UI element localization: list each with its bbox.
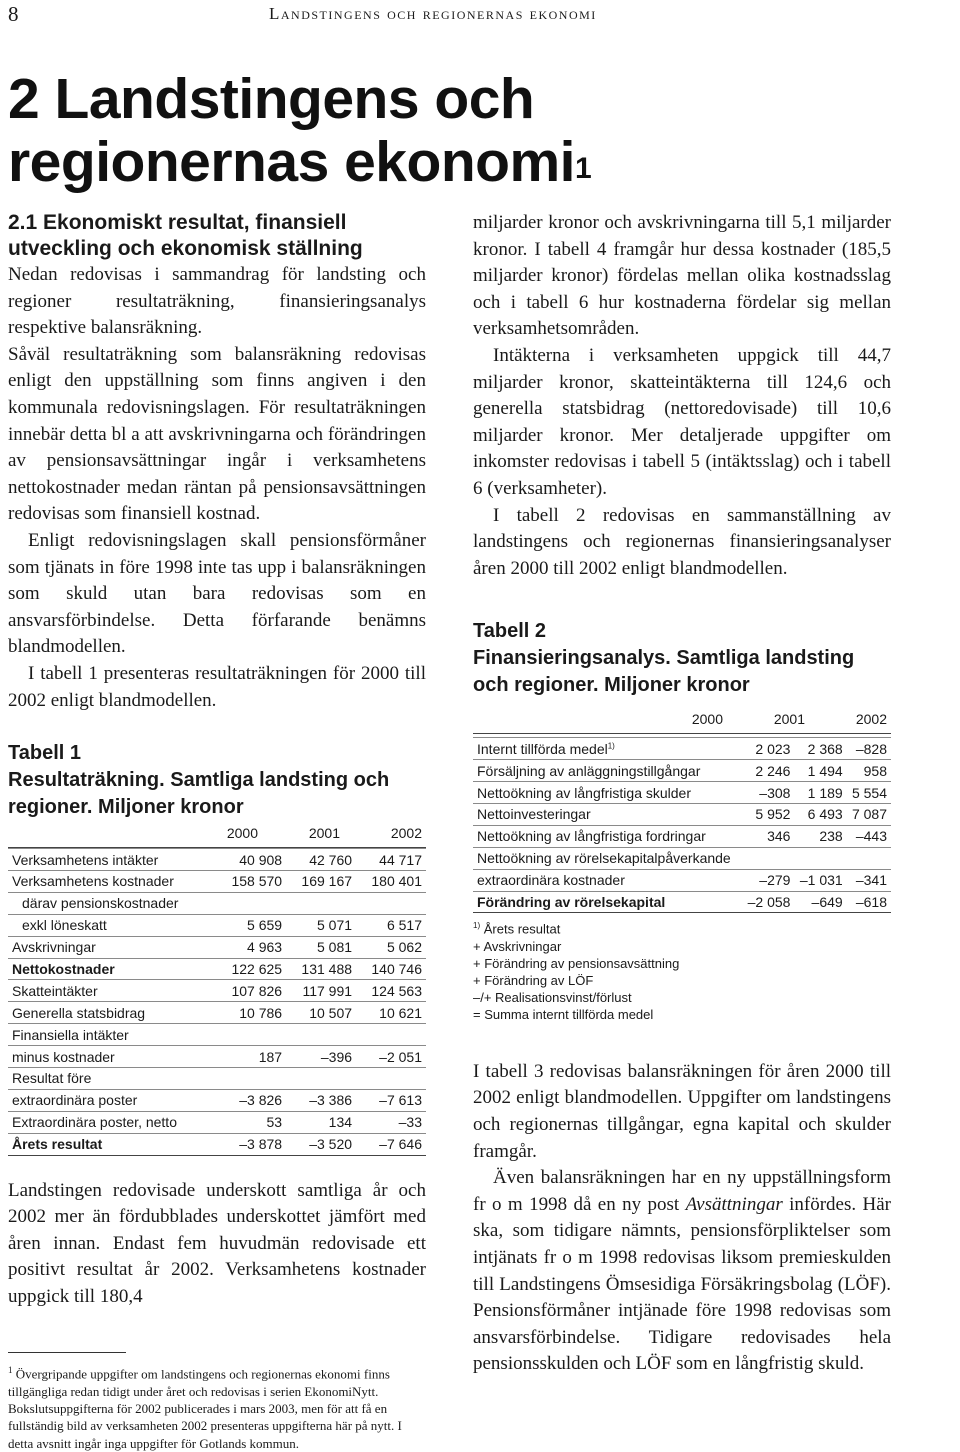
cell: 6 517 xyxy=(356,914,426,936)
row-label: Avskrivningar xyxy=(8,936,216,958)
legend-line: + Förändring av pensionsavsättning xyxy=(473,955,680,971)
table1 xyxy=(8,848,426,1155)
paragraph: Landstingen redovisade underskott samtliga år och 2002 mer än fördubblades underskottet jämfört med åren innan. Endast fem huvudmän redovisade ett positivt resultat år 2002. Verksamhetens kostnader uppgick till 180,4 xyxy=(8,1179,426,1307)
cell: 5 071 xyxy=(286,914,356,936)
footnote xyxy=(8,1362,428,1452)
cell: 5 062 xyxy=(356,936,426,958)
cell: 2 368 xyxy=(794,738,846,760)
paragraph: Enligt redovisningslagen skall pensionsförmåner som tjänats in före 1998 inte tas upp i balansräkningen som skuld utan bara redovisas som en ansvarsförbindelse. Detta förfarande benämns blandmodellen. xyxy=(8,529,426,658)
cell: 958 xyxy=(847,760,891,782)
cell: –649 xyxy=(794,891,846,913)
chapter-title xyxy=(8,68,591,194)
table-row xyxy=(8,914,426,936)
cell: 2 023 xyxy=(742,738,794,760)
cell: 180 401 xyxy=(356,870,426,892)
cell xyxy=(286,892,356,914)
cell xyxy=(216,1024,286,1046)
footnote-rule xyxy=(8,1352,126,1353)
left-column xyxy=(8,210,426,1311)
cell: 40 908 xyxy=(216,849,286,871)
table-row xyxy=(8,892,426,914)
page-number: 8 xyxy=(8,2,19,26)
table1-title: Resultaträkning. Samtliga landsting och regioner. Miljoner kronor xyxy=(8,769,390,819)
cell: –3 386 xyxy=(286,1089,356,1111)
row-label xyxy=(473,738,742,760)
footnote-mark: 1 xyxy=(8,1365,13,1375)
cell: 140 746 xyxy=(356,958,426,980)
cell xyxy=(356,1068,426,1090)
year-label: 2000 xyxy=(226,825,258,842)
cell: 5 081 xyxy=(286,936,356,958)
cell: 5 659 xyxy=(216,914,286,936)
cell: 10 786 xyxy=(216,1002,286,1024)
cell xyxy=(356,1024,426,1046)
table1-year-header xyxy=(8,821,426,848)
cell: 124 563 xyxy=(356,980,426,1002)
table-row xyxy=(8,1068,426,1090)
cell: 238 xyxy=(794,825,846,847)
cell: 1 494 xyxy=(794,760,846,782)
paragraph: Nedan redovisas i sammandrag för landsting och regioner resultaträkning, finansieringsanalys respektive balansräkning. xyxy=(8,264,426,339)
row-label: Nettoökning av rörelsekapitalpåverkande xyxy=(473,847,742,869)
year-label: 2001 xyxy=(773,711,805,728)
legend-line: Årets resultat xyxy=(483,921,561,937)
cell: 10 621 xyxy=(356,1002,426,1024)
footnote-ref: 1) xyxy=(473,921,481,931)
table-row xyxy=(473,803,891,825)
running-header: Landstingens och regionernas ekonomi xyxy=(269,4,597,23)
year-label: 2002 xyxy=(390,825,422,842)
cell: 1 189 xyxy=(794,782,846,804)
cell: –3 520 xyxy=(286,1133,356,1155)
row-label: Skatteintäkter xyxy=(8,980,216,1002)
table-row xyxy=(8,1024,426,1046)
cell: 5 554 xyxy=(847,782,891,804)
cell: –308 xyxy=(742,782,794,804)
cell: –7 646 xyxy=(356,1133,426,1155)
paragraph: miljarder kronor och avskrivningarna till 5,1 miljarder kronor. I tabell 4 framgår hur dessa kostnader (185,5 miljarder kronor) fördelas mellan olika kostnadsslag och i tabell 6 hur kostnaderna fördelar sig mellan verksamhetsområden. xyxy=(473,212,891,340)
cell: 7 087 xyxy=(847,803,891,825)
paragraph: I tabell 3 redovisas balansräkningen för åren 2000 till 2002 enligt blandmodellen. Uppgifter om landstingens och regionernas tillgångar, egna kapital och skulder framgår. xyxy=(473,1060,891,1162)
legend-line: + Förändring av LÖF xyxy=(473,972,594,988)
table2-legend xyxy=(473,917,891,1022)
table-row xyxy=(473,825,891,847)
cell: –618 xyxy=(847,891,891,913)
table-row xyxy=(8,1111,426,1133)
chapter-title-line2: regionernas ekonomi xyxy=(8,130,575,194)
year-label: 2000 xyxy=(691,711,723,728)
cell: 107 826 xyxy=(216,980,286,1002)
row-label: extraordinära kostnader xyxy=(473,869,742,891)
chapter-title-line1: 2 Landstingens och xyxy=(8,67,535,131)
row-label: Extraordinära poster, netto xyxy=(8,1111,216,1133)
table-row xyxy=(473,782,891,804)
cell: –7 613 xyxy=(356,1089,426,1111)
cell: –3 878 xyxy=(216,1133,286,1155)
table-row xyxy=(473,760,891,782)
cell xyxy=(216,1068,286,1090)
paragraph: I tabell 1 presenteras resultaträkningen för 2000 till 2002 enligt blandmodellen. xyxy=(8,662,426,711)
legend-line: = Summa internt tillförda medel xyxy=(473,1006,654,1022)
chapter-title-footnote-mark: 1 xyxy=(575,152,592,185)
cell: 117 991 xyxy=(286,980,356,1002)
year-label: 2001 xyxy=(308,825,340,842)
table-row xyxy=(473,847,891,869)
cell: 42 760 xyxy=(286,849,356,871)
row-label: Årets resultat xyxy=(8,1133,216,1155)
table1-label: Tabell 1 xyxy=(8,742,81,765)
table-row xyxy=(8,936,426,958)
row-label: Verksamhetens kostnader xyxy=(8,870,216,892)
table-row-total xyxy=(8,1133,426,1155)
row-label: Förändring av rörelsekapital xyxy=(473,891,742,913)
table-row xyxy=(473,738,891,760)
cell xyxy=(794,847,846,869)
cell xyxy=(216,892,286,914)
table-row xyxy=(8,980,426,1002)
row-label: Finansiella intäkter xyxy=(8,1024,216,1046)
row-label: Generella statsbidrag xyxy=(8,1002,216,1024)
cell: –443 xyxy=(847,825,891,847)
cell: 53 xyxy=(216,1111,286,1133)
row-label: därav pensionskostnader xyxy=(8,892,216,914)
cell: 44 717 xyxy=(356,849,426,871)
row-label: Nettoinvesteringar xyxy=(473,803,742,825)
table-row xyxy=(8,1089,426,1111)
cell: 5 952 xyxy=(742,803,794,825)
cell: 134 xyxy=(286,1111,356,1133)
cell: –2 051 xyxy=(356,1046,426,1068)
table-row-total xyxy=(473,891,891,913)
table-row xyxy=(8,1002,426,1024)
row-label: Nettokostnader xyxy=(8,958,216,980)
footnote-text: Övergripande uppgifter om landstingens och regionernas ekonomi finns tillgängliga redan tidigt under året och redovisas i serien EkonomiNytt. Bokslutsuppgifterna för 2002 publicerades i mars 2003, men för att få en fullständig bild av verksamheten 2002 presenteras uppgifterna här på nytt. I detta avsnitt ingår inga uppgifter för Gotlands kommun. xyxy=(8,1366,402,1451)
cell: –1 031 xyxy=(794,869,846,891)
cell: –279 xyxy=(742,869,794,891)
cell xyxy=(286,1024,356,1046)
year-label: 2002 xyxy=(855,711,887,728)
paragraph xyxy=(473,1165,891,1378)
legend-line: –/+ Realisationsvinst/förlust xyxy=(473,989,632,1005)
cell: 346 xyxy=(742,825,794,847)
paragraph-text: infördes. Här ska, som tidigare nämnts, pensionsförpliktelser som intjänats fr o m 1998 redovisas liksom premieskulden till Landstingens Ömsesidiga Försäkringsbolag (LÖF). Pensionsförmåner intjänade före 1998 redovisas som ansvarsförbindelse. Tidigare redovisades hela pensionsskulden och LÖF som en långfristig skuld. xyxy=(473,1193,891,1375)
section-heading: 2.1 Ekonomiskt resultat, finansiell utveckling och ekonomisk ställning xyxy=(8,211,363,260)
table-row xyxy=(8,958,426,980)
cell: 10 507 xyxy=(286,1002,356,1024)
table2-label: Tabell 2 xyxy=(473,620,546,643)
cell: 158 570 xyxy=(216,870,286,892)
paragraph: Såväl resultaträkning som balansräkning redovisas enligt den uppställning som finns angiven i den kommunala redovisningslagen. För resultaträkningen innebär detta bl a att avskrivningarna och förändringen av pensionsavsättningar ingår i verksamhetens nettokostnader medan räntan på pensionsavsättningen redovisas som finansiell kostnad. xyxy=(8,343,426,525)
cell: –3 826 xyxy=(216,1089,286,1111)
table-row xyxy=(8,849,426,871)
table2-title: Finansieringsanalys. Samtliga landsting och regioner. Miljoner kronor xyxy=(473,647,855,697)
cell: 2 246 xyxy=(742,760,794,782)
footnote-ref: 1) xyxy=(607,741,615,751)
cell: –828 xyxy=(847,738,891,760)
cell: 131 488 xyxy=(286,958,356,980)
cell: –2 058 xyxy=(742,891,794,913)
emphasis: Avsättningar xyxy=(685,1193,783,1215)
cell xyxy=(286,1068,356,1090)
cell: 122 625 xyxy=(216,958,286,980)
row-label-text: Internt tillförda medel xyxy=(477,740,608,757)
cell: 187 xyxy=(216,1046,286,1068)
row-label: extraordinära poster xyxy=(8,1089,216,1111)
cell: 6 493 xyxy=(794,803,846,825)
row-label: Nettoökning av långfristiga fordringar xyxy=(473,825,742,847)
legend-line: + Avskrivningar xyxy=(473,938,562,954)
cell: –396 xyxy=(286,1046,356,1068)
cell xyxy=(742,847,794,869)
right-column xyxy=(473,210,891,1378)
row-label: Försäljning av anläggningstillgångar xyxy=(473,760,742,782)
cell xyxy=(356,892,426,914)
table-row xyxy=(473,869,891,891)
paragraph: I tabell 2 redovisas en sammanställning av landstingens och regionernas finansieringsanalyser åren 2000 till 2002 enligt blandmodellen. xyxy=(473,504,891,579)
paragraph-text: Även balansräkningen har en ny uppställningsform fr o m 1998 då en ny post xyxy=(473,1167,891,1215)
cell: 4 963 xyxy=(216,936,286,958)
table2-year-header xyxy=(473,707,891,734)
cell: 169 167 xyxy=(286,870,356,892)
row-label: exkl löneskatt xyxy=(8,914,216,936)
paragraph: Intäkterna i verksamheten uppgick till 44,7 miljarder kronor, skatteintäkterna till 124,6 och generella statsbidrag (nettoredovisade) till 10,6 miljarder kronor. Mer detaljerade uppgifter om inkomster redovisas i tabell 5 (intäktsslag) och i tabell 6 (verksamheter). xyxy=(473,344,891,499)
row-label: minus kostnader xyxy=(8,1046,216,1068)
cell: –341 xyxy=(847,869,891,891)
table-row xyxy=(8,870,426,892)
table-row xyxy=(8,1046,426,1068)
row-label: Verksamhetens intäkter xyxy=(8,849,216,871)
row-label: Resultat före xyxy=(8,1068,216,1090)
table2 xyxy=(473,737,891,913)
cell: –33 xyxy=(356,1111,426,1133)
row-label: Nettoökning av långfristiga skulder xyxy=(473,782,742,804)
cell xyxy=(847,847,891,869)
